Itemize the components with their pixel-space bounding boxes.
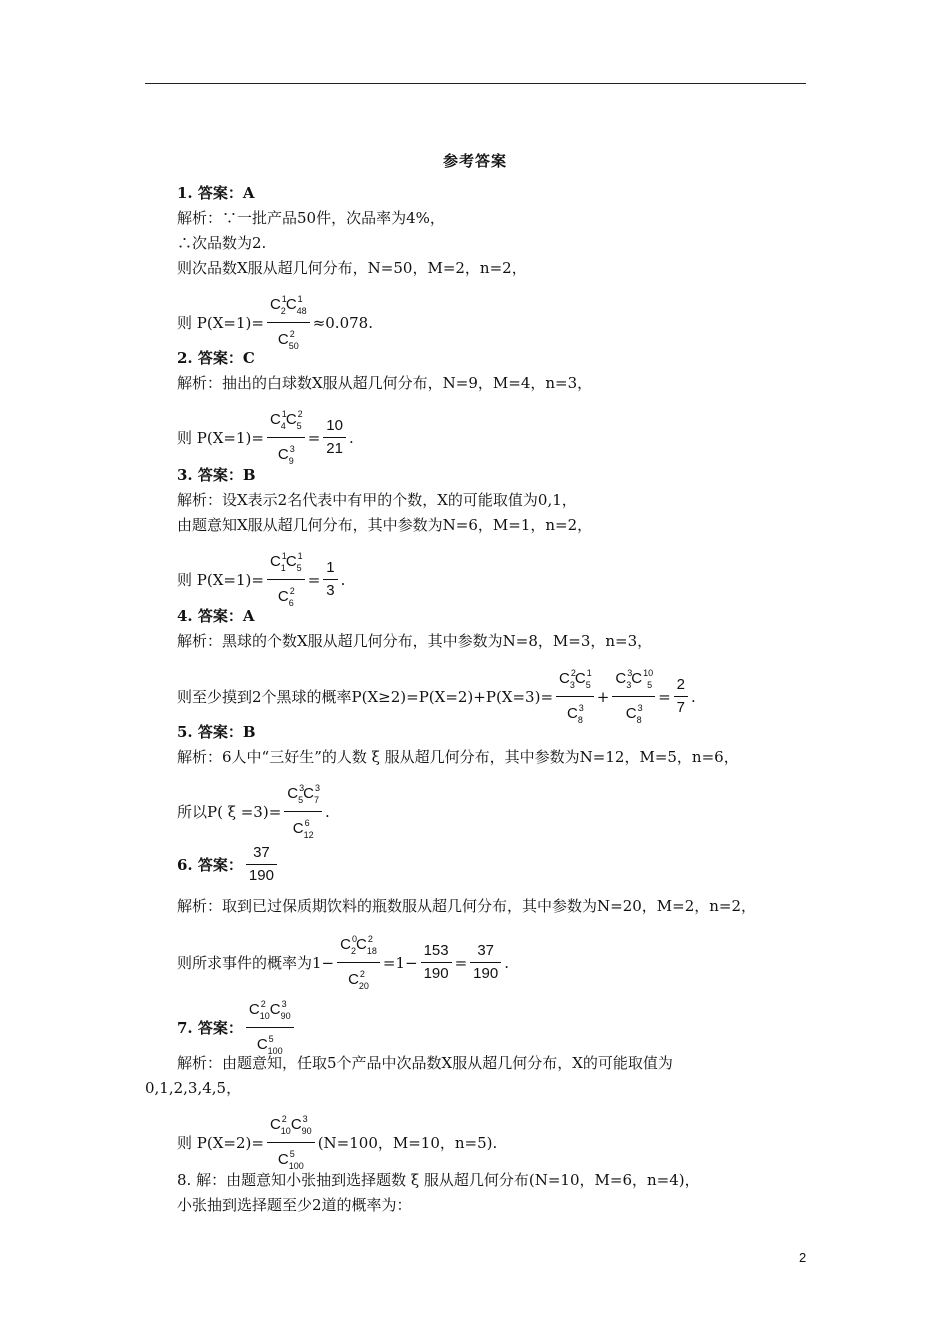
formula-7: 则 P(X=2)= $\frac{C^2_{10}C^3_{90}}{C^5_{100}}$ (N=100，M=10，n=5). <box>177 1108 497 1177</box>
fraction: $\frac{37}{190}$ <box>470 940 501 985</box>
formula-1-suffix: ≈0.078. <box>312 313 373 332</box>
fraction: $\frac{C^2_{10}C^3_{90}}{C^5_{100}}$ <box>246 993 294 1062</box>
formula-2: 则 P(X=1)= $\frac{C^1_4C^2_5}{C^3_9}$ = $\frac{10}{21}$ . <box>177 403 354 472</box>
analysis-2-line-1: 解析：抽出的白球数X服从超几何分布，N=9，M=4，n=3， <box>177 374 593 392</box>
fraction: $\frac{C^1_4C^2_5}{C^3_9}$ <box>267 403 305 472</box>
formula-1-prefix: 则 P(X=1)= <box>177 313 264 332</box>
page-number: 2 <box>799 1250 807 1265</box>
answer-3: 3. 答案：B <box>177 466 256 484</box>
formula-6: 则所求事件的概率为1− $\frac{C^0_2C^2_{18}}{C^2_{20}}$ =1− $\frac{153}{190}$ = $\frac{37}{190}$ . <box>177 928 509 997</box>
formula-3: 则 P(X=1)= $\frac{C^1_1C^1_5}{C^2_6}$ = $\frac{1}{3}$ . <box>177 545 345 614</box>
analysis-7-line-2: 0,1,2,3,4,5， <box>145 1079 242 1097</box>
analysis-7-line-1: 解析：由题意知，任取5个产品中次品数X服从超几何分布，X的可能取值为 <box>177 1054 673 1072</box>
formula-4-prefix: 则至少摸到2个黑球的概率P(X≥2)=P(X=2)+P(X=3)= <box>177 687 554 706</box>
analysis-1-line-3: 则次品数X服从超几何分布，N=50，M=2，n=2， <box>177 259 527 277</box>
fraction: $\frac{C^3_3C^{10}_5}{C^3_8}$ <box>612 662 655 731</box>
solution-8-line-2: 小张抽到选择题至少2道的概率为： <box>177 1196 412 1214</box>
answer-4: 4. 答案：A <box>177 607 255 625</box>
answer-6: 6. 答案： $\frac{37}{190}$ <box>177 842 280 887</box>
formula-4: 则至少摸到2个黑球的概率P(X≥2)=P(X=2)+P(X=3)= $\frac{C^2_3C^1_5}{C^3_8}$ + $\frac{C^3_3C^{10}_5}{C^3_8}$ = $\frac{2}{7}$ . <box>177 662 696 731</box>
fraction: $\frac{C^0_2C^2_{18}}{C^2_{20}}$ <box>337 928 380 997</box>
fraction: $\frac{C^1_2C^1_{48}}{C^2_{50}}$ <box>267 288 310 357</box>
fraction: $\frac{C^3_5C^3_7}{C^6_{12}}$ <box>284 777 322 846</box>
header-rule <box>145 83 806 84</box>
analysis-5-line-1: 解析：6人中“三好生”的人数 ξ 服从超几何分布，其中参数为N=12，M=5，n=6， <box>177 748 739 766</box>
fraction: $\frac{C^2_3C^1_5}{C^3_8}$ <box>556 662 594 731</box>
analysis-1-line-1: 解析：∵一批产品50件，次品率为4%， <box>177 209 445 227</box>
answer-2: 2. 答案：C <box>177 349 255 367</box>
fraction: $\frac{153}{190}$ <box>421 940 452 985</box>
formula-6-prefix: 则所求事件的概率为1− <box>177 953 335 972</box>
formula-5: 所以P( ξ =3)= $\frac{C^3_5C^3_7}{C^6_{12}}$ . <box>177 777 330 846</box>
answer-5: 5. 答案：B <box>177 723 256 741</box>
analysis-3-line-2: 由题意知X服从超几何分布，其中参数为N=6，M=1，n=2， <box>177 516 593 534</box>
analysis-3-line-1: 解析：设X表示2名代表中有甲的个数，X的可能取值为0,1， <box>177 491 577 509</box>
solution-8-line-1: 8. 解：由题意知小张抽到选择题数 ξ 服从超几何分布(N=10，M=6，n=4)， <box>177 1171 700 1189</box>
fraction: $\frac{2}{7}$ <box>674 674 688 719</box>
fraction: $\frac{C^1_1C^1_5}{C^2_6}$ <box>267 545 305 614</box>
analysis-6-line-1: 解析：取到已过保质期饮料的瓶数服从超几何分布，其中参数为N=20，M=2，n=2， <box>177 897 757 915</box>
answer-7: 7. 答案： $\frac{C^2_{10}C^3_{90}}{C^5_{100}}$ <box>177 993 297 1062</box>
answer-1: 1. 答案：A <box>177 184 255 202</box>
fraction: $\frac{10}{21}$ <box>323 415 346 460</box>
formula-1 <box>177 288 373 357</box>
fraction: $\frac{37}{190}$ <box>246 842 277 887</box>
formula-7-prefix: 则 P(X=2)= <box>177 1133 264 1152</box>
formula-2-prefix: 则 P(X=1)= <box>177 428 264 447</box>
fraction: $\frac{C^2_{10}C^3_{90}}{C^5_{100}}$ <box>267 1108 315 1177</box>
formula-3-prefix: 则 P(X=1)= <box>177 570 264 589</box>
analysis-1-line-2: ∴次品数为2. <box>177 234 267 252</box>
analysis-4-line-1: 解析：黑球的个数X服从超几何分布，其中参数为N=8，M=3，n=3， <box>177 632 653 650</box>
fraction: $\frac{1}{3}$ <box>323 557 337 602</box>
page-title: 参考答案 <box>442 152 507 170</box>
formula-5-prefix: 所以P( ξ =3)= <box>177 802 282 821</box>
